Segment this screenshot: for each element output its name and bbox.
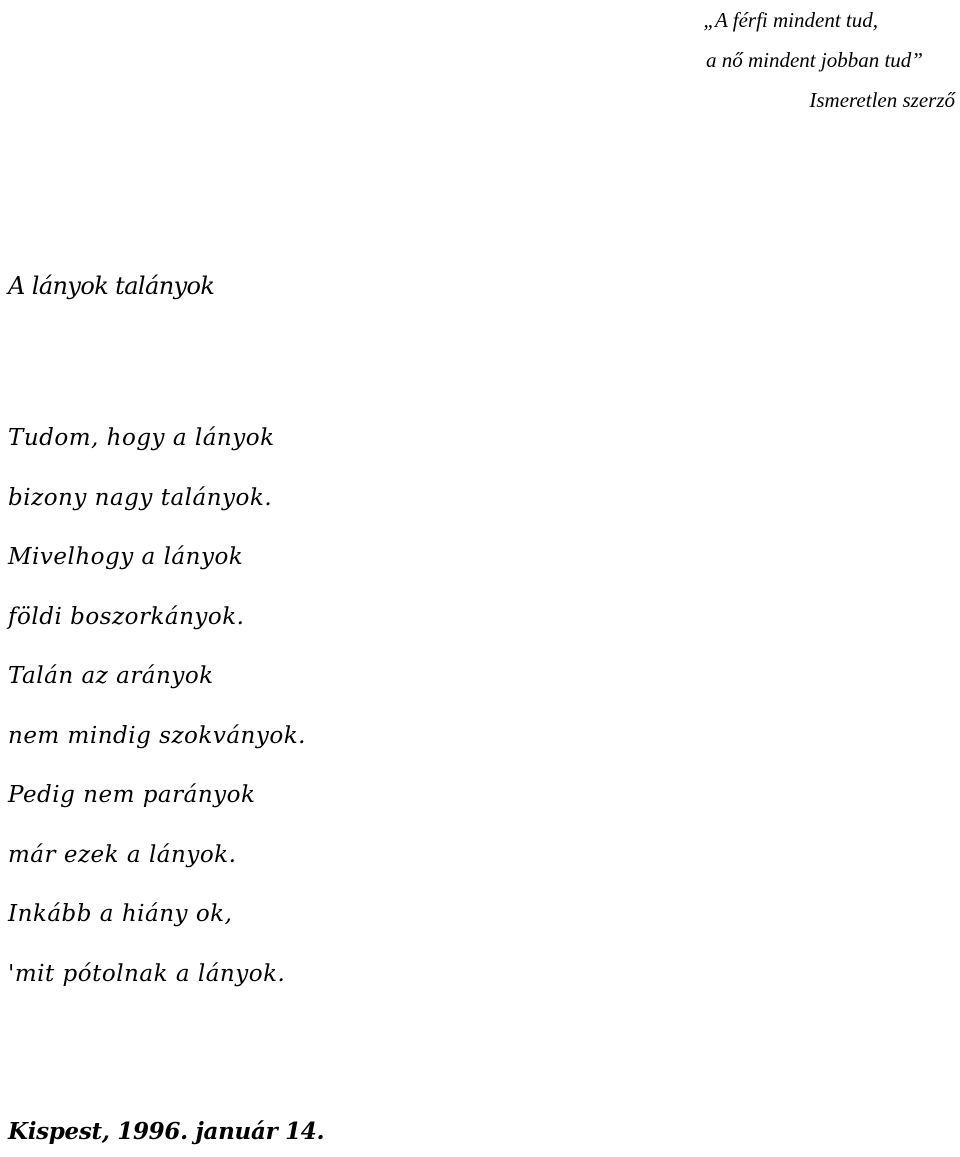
epigraph-line: a nő mindent jobban tud” (705, 48, 923, 72)
poem-line: Mivelhogy a lányok (8, 544, 244, 570)
poem-line: földi boszorkányok. (8, 603, 245, 630)
poem-date: Kispest, 1996. január 14. (8, 1118, 325, 1145)
poem-line: már ezek a lányok. (8, 841, 237, 868)
poem-line: Talán az arányok (8, 663, 214, 689)
epigraph-line: „A férfi mindent tud, (703, 8, 878, 32)
poem-line: Tudom, hogy a lányok (8, 425, 275, 451)
poem-body (8, 418, 306, 1013)
epigraph-attribution: Ismeretlen szerző (809, 88, 955, 112)
poem-line: bizony nagy talányok. (8, 484, 273, 511)
poem-line: nem mindig szokványok. (8, 722, 306, 749)
epigraph (555, 0, 955, 120)
poem-title: A lányok talányok (8, 272, 215, 300)
poem-line: Pedig nem parányok (8, 782, 256, 808)
poem-line: 'mit pótolnak a lányok. (8, 960, 286, 987)
poem-line: Inkább a hiány ok, (8, 901, 233, 927)
